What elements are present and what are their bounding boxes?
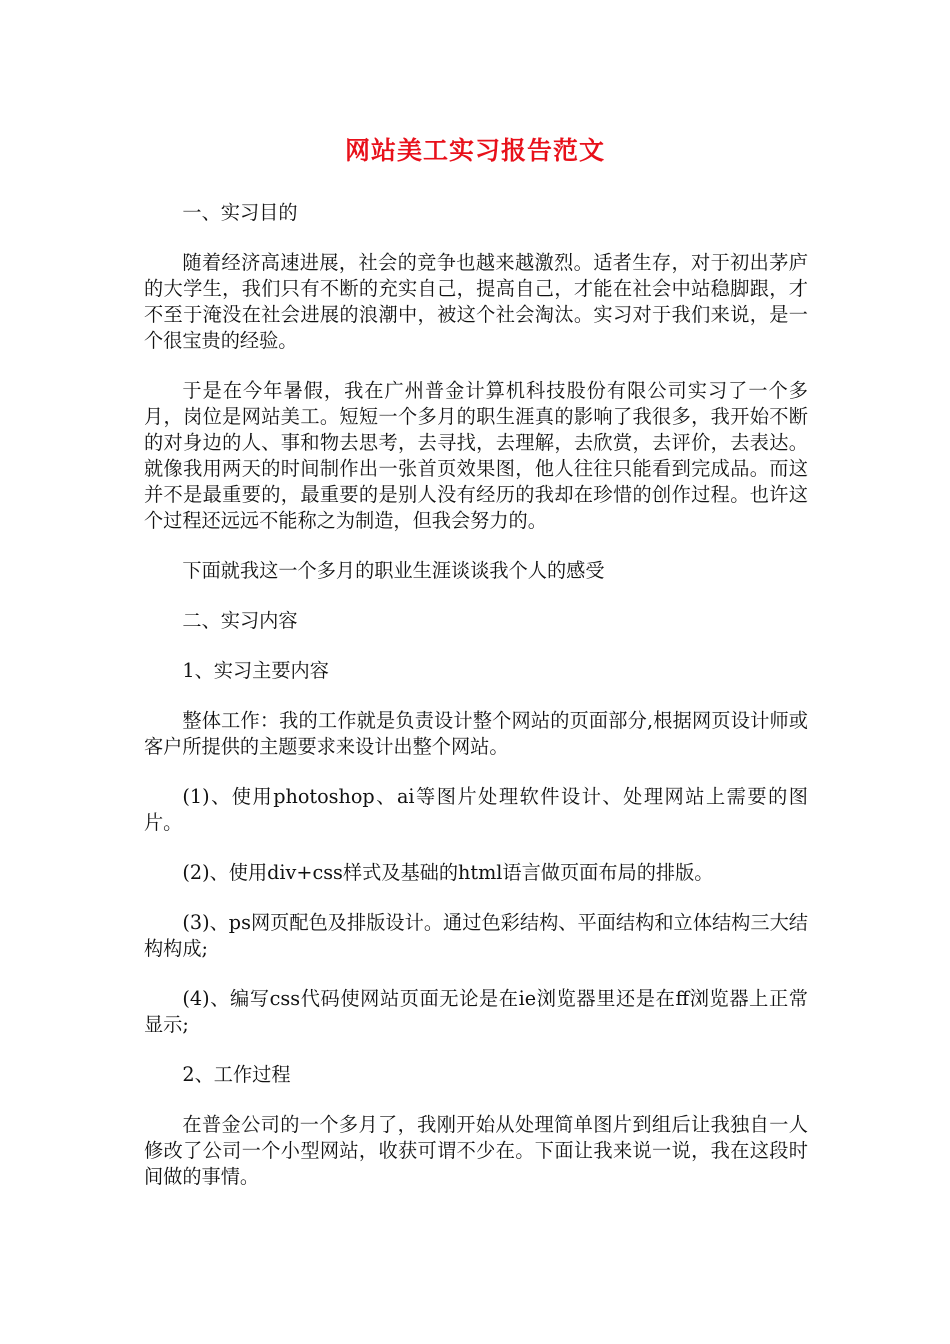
- paragraph-overall-work: 整体工作：我的工作就是负责设计整个网站的页面部分,根据网页设计师或客户所提供的主题要求来设计出整个网站。: [144, 709, 808, 758]
- paragraph-transition: 下面就我这一个多月的职业生涯谈谈我个人的感受: [182, 559, 605, 582]
- list-item-3: (3)、ps网页配色及排版设计。通过色彩结构、平面结构和立体结构三大结构构成;: [144, 911, 808, 960]
- list-item-4: (4)、编写css代码使网站页面无论是在ie浏览器里还是在ff浏览器上正常显示;: [144, 987, 808, 1036]
- list-item-2: (2)、使用div+css样式及基础的html语言做页面布局的排版。: [182, 861, 714, 884]
- list-item-1: (1)、使用photoshop、ai等图片处理软件设计、处理网站上需要的图片。: [144, 785, 808, 834]
- section-heading-purpose: 一、实习目的: [182, 201, 298, 224]
- paragraph-internship-intro: 于是在今年暑假，我在广州普金计算机科技股份有限公司实习了一个多月，岗位是网站美工。短短一个多月的职生涯真的影响了我很多，我开始不断的对身边的人、事和物去思考，去寻找，去理解，去欣赏，去评价，去表达。就像我用两天的时间制作出一张首页效果图，他人往往只能看到完成品。而这并不是最重要的，最重要的是别人没有经历的我却在珍惜的创作过程。也许这个过程还远远不能称之为制造，但我会努力的。: [144, 379, 808, 532]
- subsection-heading-main-content: 1、实习主要内容: [182, 659, 329, 682]
- document-title: 网站美工实习报告范文: [344, 136, 605, 165]
- paragraph-background: 随着经济高速进展，社会的竞争也越来越激烈。适者生存，对于初出茅庐的大学生，我们只有不断的充实自己，提高自己，才能在社会中站稳脚跟，才不至于淹没在社会进展的浪潮中，被这个社会淘汰。实习对于我们来说，是一个很宝贵的经验。: [144, 251, 808, 352]
- paragraph-work-process: 在普金公司的一个多月了，我刚开始从处理简单图片到组后让我独自一人修改了公司一个小型网站，收获可谓不少在。下面让我来说一说，我在这段时间做的事情。: [144, 1113, 808, 1188]
- section-heading-content: 二、实习内容: [182, 609, 298, 632]
- document-body: [144, 200, 808, 1214]
- subsection-heading-work-process: 2、工作过程: [182, 1063, 291, 1086]
